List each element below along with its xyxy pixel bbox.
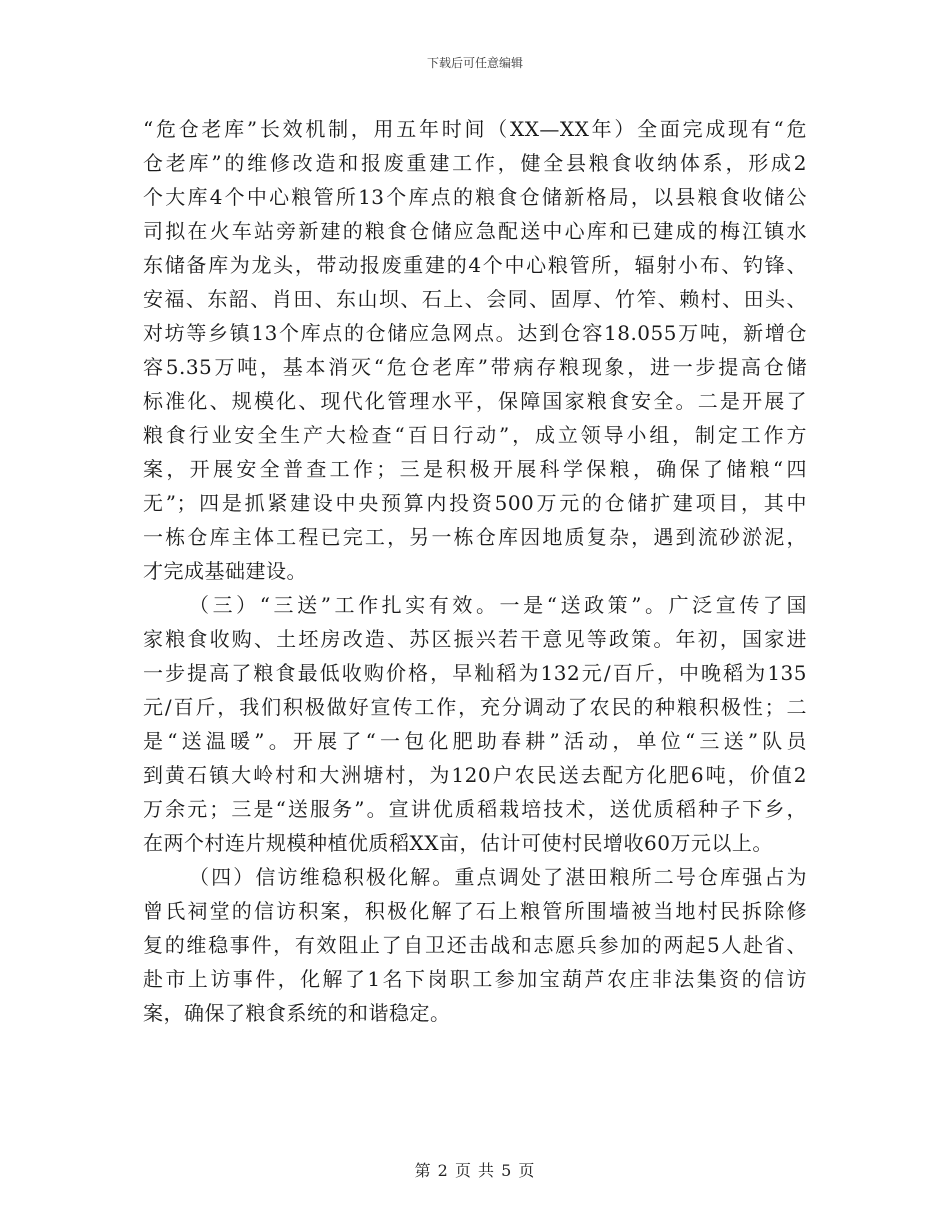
text-line: 复的维稳事件，有效阻止了自卫还击战和志愿兵参加的两起5人赴省、: [143, 933, 807, 957]
text-line: 家粮食收购、土坯房改造、苏区振兴若干意见等政策。年初，国家进: [143, 627, 807, 651]
text-line: “危仓老库”长效机制，用五年时间（XX—XX年）全面完成现有“危: [143, 117, 807, 141]
text-line: 是“送温暖”。开展了“一包化肥助春耕”活动，单位“三送”队员: [143, 729, 807, 753]
text-line: 曾氏祠堂的信访积案，积极化解了石上粮管所围墙被当地村民拆除修: [143, 899, 807, 923]
text-line: 在两个村连片规模种植优质稻XX亩，估计可使村民增收60万元以上。: [143, 831, 773, 855]
text-line: 万余元；三是“送服务”。宣讲优质稻栽培技术，送优质稻种子下乡，: [143, 797, 807, 821]
text-line: 无”；四是抓紧建设中央预算内投资500万元的仓储扩建项目，其中: [143, 491, 807, 515]
text-line: 标准化、规模化、现代化管理水平，保障国家粮食安全。二是开展了: [143, 389, 807, 413]
text-line: 对坊等乡镇13个库点的仓储应急网点。达到仓容18.055万吨，新增仓: [143, 321, 807, 345]
page-number-footer: 第 2 页 共 5 页: [414, 1161, 536, 1180]
text-line: 一栋仓库主体工程已完工，另一栋仓库因地质复杂，遇到流砂淤泥，: [143, 525, 807, 549]
text-line: 容5.35万吨，基本消灭“危仓老库”带病存粮现象，进一步提高仓储: [143, 355, 807, 379]
document-body: [143, 112, 807, 1030]
text-line: 东储备库为龙头，带动报废重建的4个中心粮管所，辐射小布、钓锋、: [143, 253, 807, 277]
text-line: 到黄石镇大岭村和大洲塘村，为120户农民送去配方化肥6吨，价值2: [143, 763, 807, 787]
text-line: 司拟在火车站旁新建的粮食仓储应急配送中心库和已建成的梅江镇水: [143, 219, 807, 243]
paragraph-heading-line: （三）“三送”工作扎实有效。一是“送政策”。广泛宣传了国: [189, 593, 807, 617]
text-line: 仓老库”的维修改造和报废重建工作，健全县粮食收纳体系，形成2: [143, 151, 807, 175]
text-line: 安福、东韶、肖田、东山坝、石上、会同、固厚、竹笮、赖村、田头、: [143, 287, 807, 311]
text-line: 赴市上访事件，化解了1名下岗职工参加宝葫芦农庄非法集资的信访: [143, 967, 807, 991]
paragraph-heading-line: （四）信访维稳积极化解。重点调处了湛田粮所二号仓库强占为: [189, 865, 807, 889]
text-line: 一步提高了粮食最低收购价格，早籼稻为132元/百斤，中晚稻为135: [143, 661, 807, 685]
text-line: 个大库4个中心粮管所13个库点的粮食仓储新格局，以县粮食收储公: [143, 185, 807, 209]
text-line: 案，确保了粮食系统的和谐稳定。: [143, 1001, 451, 1025]
text-line: 才完成基础建设。: [143, 559, 307, 583]
page-header-note: 下载后可任意编辑: [426, 56, 523, 70]
text-line: 案，开展安全普查工作；三是积极开展科学保粮，确保了储粮“四: [143, 457, 807, 481]
text-line: 粮食行业安全生产大检查“百日行动”，成立领导小组，制定工作方: [143, 423, 807, 447]
text-line: 元/百斤，我们积极做好宣传工作，充分调动了农民的种粮积极性；二: [143, 695, 807, 719]
